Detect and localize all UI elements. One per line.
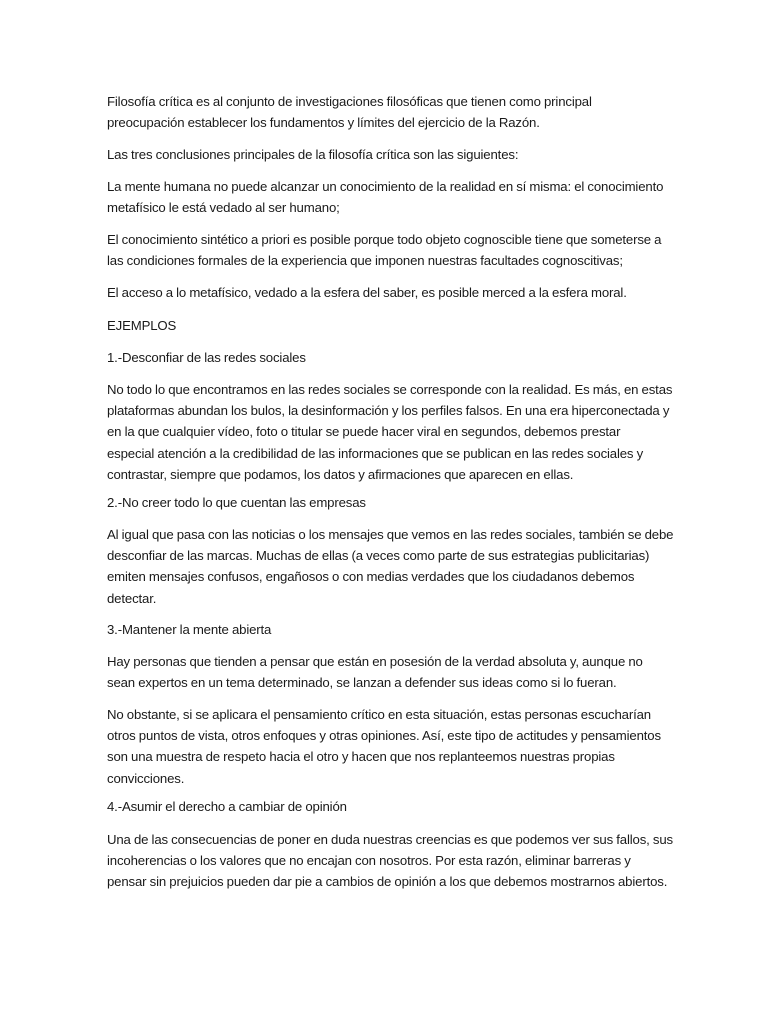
- text-line: Una de las consecuencias de poner en duda nuestras creencias es que podemos ver sus fallos, sus: [107, 832, 673, 847]
- text-line: emiten mensajes confusos, engañosos o con medias verdades que los ciudadanos debemos: [107, 569, 635, 585]
- text-line: en la que cualquier vídeo, foto o titular se puede hacer viral en segundos, debemos prestar: [107, 424, 621, 440]
- paragraph-conclusions-intro: [107, 144, 667, 165]
- paragraph-example-1: [107, 379, 673, 485]
- text-line: Filosofía crítica es al conjunto de investigaciones filosóficas que tienen como principal: [107, 94, 592, 109]
- text-line: Las tres conclusiones principales de la filosofía crítica son las siguientes:: [107, 147, 519, 162]
- text-line: preocupación establecer los fundamentos y límites del ejercicio de la Razón.: [107, 115, 540, 131]
- text-line: No todo lo que encontramos en las redes sociales se corresponde con la realidad. Es más, en estas: [107, 382, 673, 397]
- text-line: sean expertos en un tema determinado, se lanzan a defender sus ideas como si lo fueran.: [107, 675, 617, 691]
- text-line: EJEMPLOS: [107, 318, 177, 333]
- text-line: Hay personas que tienden a pensar que están en posesión de la verdad absoluta y, aunque no: [107, 654, 643, 669]
- text-line: especial atención a la credibilidad de las informaciones que se publican en las redes sociales y: [107, 445, 644, 461]
- text-line: otros puntos de vista, otros enfoques y otras opiniones. Así, este tipo de actitudes y pensamientos: [107, 728, 661, 744]
- paragraph-example-2: [107, 524, 674, 609]
- paragraph-example-3b: [107, 704, 667, 789]
- text-line: desconfiar de las marcas. Muchas de ellas (a veces como parte de sus estrategias publicitarias): [107, 548, 650, 564]
- text-line: 2.-No creer todo lo que cuentan las empresas: [107, 495, 366, 510]
- text-line: El conocimiento sintético a priori es posible porque todo objeto cognoscible tiene que someterse a: [107, 232, 662, 247]
- text-line: El acceso a lo metafísico, vedado a la esfera del saber, es posible merced a la esfera moral.: [107, 285, 627, 300]
- heading-example-4: [107, 796, 667, 817]
- text-line: contrastar, siempre que podamos, los datos y afirmaciones que aparecen en ellas.: [107, 466, 574, 482]
- text-line: Al igual que pasa con las noticias o los mensajes que vemos en las redes sociales, también se debe: [107, 527, 674, 542]
- heading-example-3: [107, 619, 667, 640]
- paragraph-conclusion-2: [107, 229, 667, 271]
- text-line: convicciones.: [107, 770, 185, 786]
- heading-example-2: [107, 492, 667, 513]
- heading-ejemplos: [107, 315, 667, 336]
- text-line: incoherencias o los valores que no encajan con nosotros. Por esta razón, eliminar barreras y: [107, 853, 631, 869]
- text-line: 1.-Desconfiar de las redes sociales: [107, 350, 306, 365]
- text-line: metafísico le está vedado al ser humano;: [107, 200, 340, 216]
- heading-example-1: [107, 347, 667, 368]
- text-line: las condiciones formales de la experiencia que imponen nuestras facultades cognoscitivas;: [107, 253, 623, 269]
- paragraph-conclusion-1: [107, 176, 667, 218]
- paragraph-conclusion-3: [107, 282, 667, 303]
- text-line: 3.-Mantener la mente abierta: [107, 622, 272, 637]
- text-line: detectar.: [107, 590, 157, 606]
- paragraph-example-3a: [107, 651, 667, 693]
- paragraph-example-4: [107, 829, 673, 893]
- text-line: La mente humana no puede alcanzar un conocimiento de la realidad en sí misma: el conocimiento: [107, 179, 664, 194]
- paragraph-definition: [107, 91, 667, 133]
- text-line: plataformas abundan los bulos, la desinformación y los perfiles falsos. En una era hiperconectada y: [107, 403, 670, 419]
- text-line: pensar sin prejuicios pueden dar pie a cambios de opinión a los que debemos mostrarnos abiertos.: [107, 874, 668, 890]
- text-line: No obstante, si se aplicara el pensamiento crítico en esta situación, estas personas escucharían: [107, 707, 651, 722]
- text-line: 4.-Asumir el derecho a cambiar de opinión: [107, 799, 347, 814]
- text-line: son una muestra de respeto hacia el otro y hacen que nos replanteemos nuestras propias: [107, 749, 615, 765]
